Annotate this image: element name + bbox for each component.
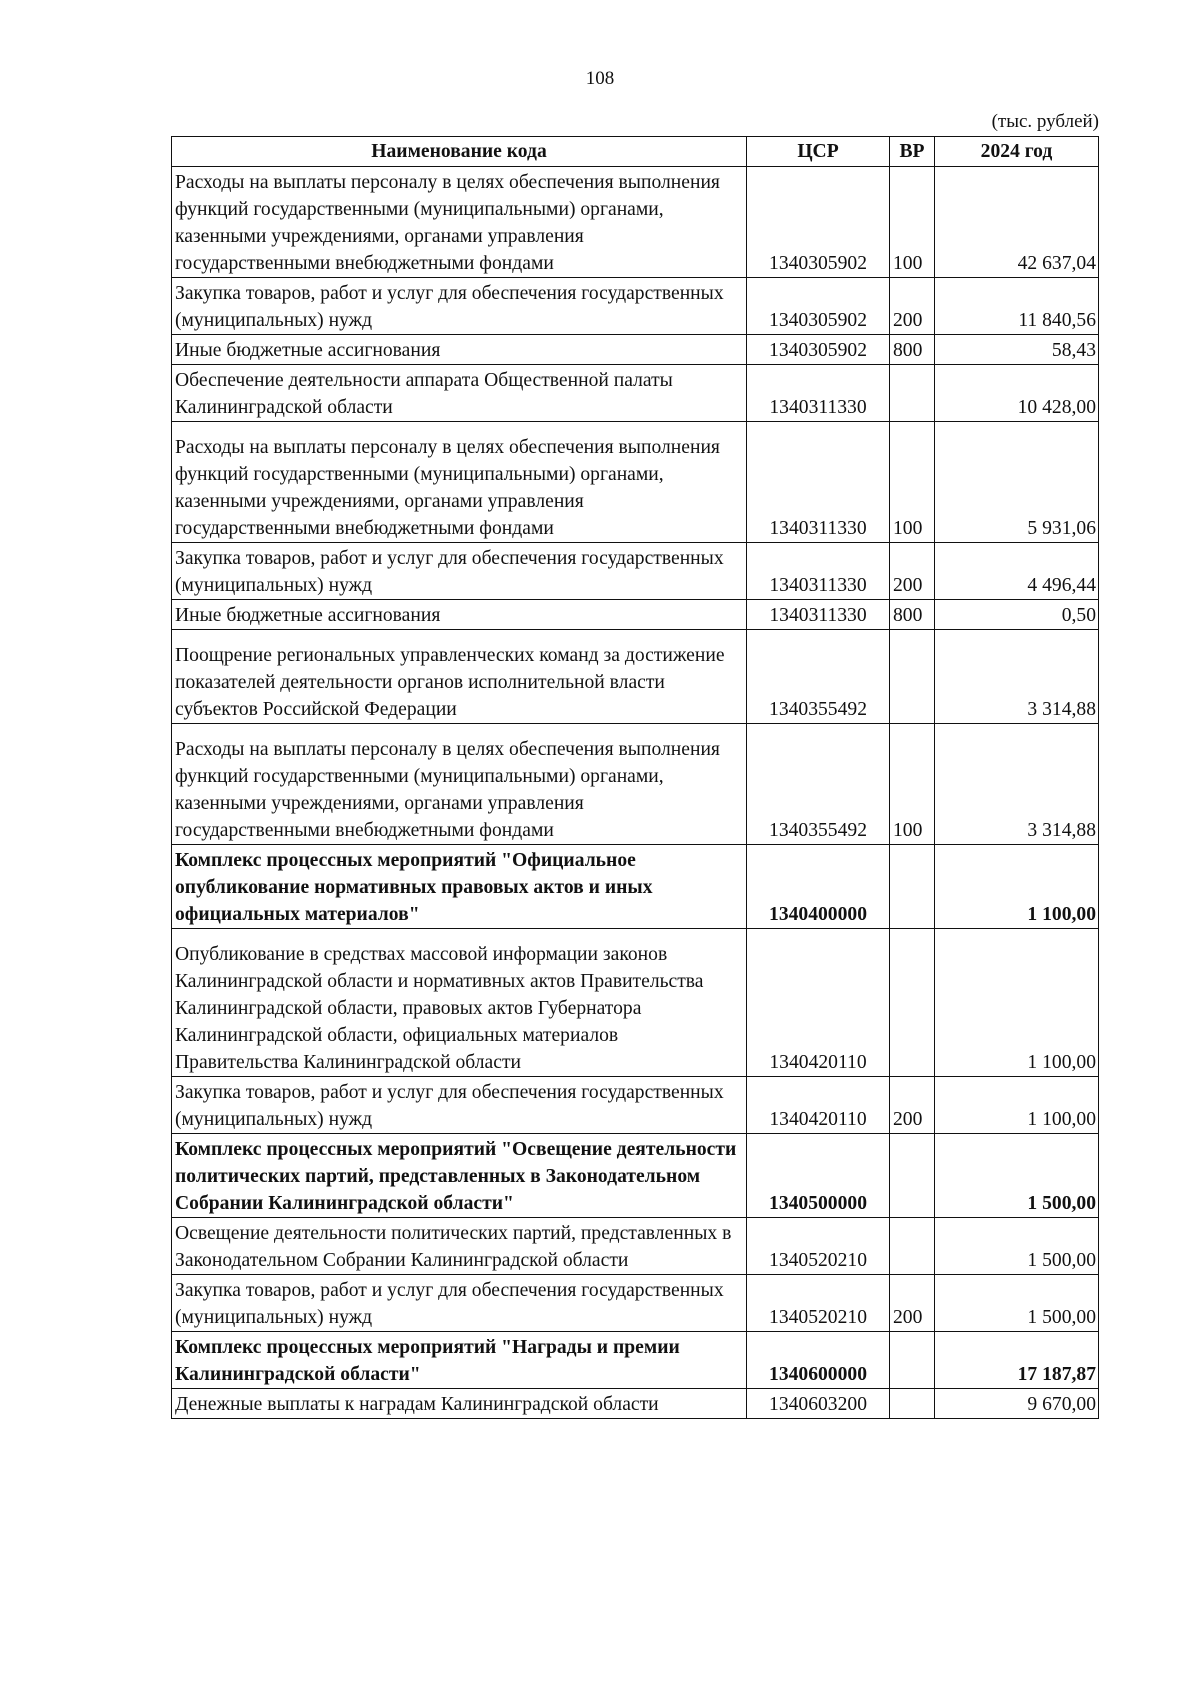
- row-vr: 100: [890, 422, 935, 543]
- row-name: Иные бюджетные ассигнования: [172, 335, 747, 365]
- table-row: [172, 1077, 1099, 1134]
- table-row: [172, 422, 1099, 543]
- budget-table: [171, 136, 1099, 1419]
- table-row: [172, 335, 1099, 365]
- row-csr: 1340311330: [747, 543, 890, 600]
- row-sum: 5 931,06: [935, 422, 1099, 543]
- row-csr: 1340400000: [747, 845, 890, 929]
- table-row: [172, 1332, 1099, 1389]
- row-csr: 1340311330: [747, 422, 890, 543]
- row-csr: 1340355492: [747, 630, 890, 724]
- row-vr: 800: [890, 335, 935, 365]
- row-name: Расходы на выплаты персоналу в целях обеспечения выполнения функций государственными (муниципальными) органами, казенными учреждениями, органами управления государственными внебюджетными фондами: [172, 724, 747, 845]
- row-sum: 4 496,44: [935, 543, 1099, 600]
- row-vr: 200: [890, 1275, 935, 1332]
- header-vr: ВР: [890, 137, 935, 167]
- row-sum: 10 428,00: [935, 365, 1099, 422]
- row-name: Поощрение региональных управленческих команд за достижение показателей деятельности органов исполнительной власти субъектов Российской Федерации: [172, 630, 747, 724]
- units-label: (тыс. рублей): [991, 111, 1099, 132]
- row-sum: 58,43: [935, 335, 1099, 365]
- row-name: Закупка товаров, работ и услуг для обеспечения государственных (муниципальных) нужд: [172, 543, 747, 600]
- row-csr: 1340305902: [747, 167, 890, 278]
- row-name: Опубликование в средствах массовой информации законов Калининградской области и нормативных актов Правительства Калининградской области, правовых актов Губернатора Калининградской области, официальных материалов Правительства Калининградской области: [172, 929, 747, 1077]
- row-sum: 42 637,04: [935, 167, 1099, 278]
- row-vr: 100: [890, 167, 935, 278]
- row-sum: 3 314,88: [935, 630, 1099, 724]
- row-csr: 1340305902: [747, 278, 890, 335]
- row-name: Комплекс процессных мероприятий "Освещение деятельности политических партий, представленных в Законодательном Собрании Калининградской области": [172, 1134, 747, 1218]
- row-sum: 1 100,00: [935, 1077, 1099, 1134]
- row-csr: 1340355492: [747, 724, 890, 845]
- row-sum: 1 100,00: [935, 929, 1099, 1077]
- row-vr: [890, 845, 935, 929]
- row-sum: 9 670,00: [935, 1389, 1099, 1419]
- table-row: [172, 543, 1099, 600]
- header-row: [172, 137, 1099, 167]
- row-sum: 11 840,56: [935, 278, 1099, 335]
- row-name: Обеспечение деятельности аппарата Общественной палаты Калининградской области: [172, 365, 747, 422]
- row-sum: 3 314,88: [935, 724, 1099, 845]
- row-name: Расходы на выплаты персоналу в целях обеспечения выполнения функций государственными (муниципальными) органами, казенными учреждениями, органами управления государственными внебюджетными фондами: [172, 167, 747, 278]
- row-csr: 1340600000: [747, 1332, 890, 1389]
- row-sum: 1 500,00: [935, 1134, 1099, 1218]
- row-sum: 1 500,00: [935, 1275, 1099, 1332]
- row-sum: 0,50: [935, 600, 1099, 630]
- table-row: [172, 929, 1099, 1077]
- row-vr: [890, 630, 935, 724]
- row-name: Освещение деятельности политических партий, представленных в Законодательном Собрании Калининградской области: [172, 1218, 747, 1275]
- row-vr: [890, 1389, 935, 1419]
- row-vr: 200: [890, 543, 935, 600]
- row-csr: 1340311330: [747, 600, 890, 630]
- row-sum: 1 100,00: [935, 845, 1099, 929]
- row-name: Расходы на выплаты персоналу в целях обеспечения выполнения функций государственными (муниципальными) органами, казенными учреждениями, органами управления государственными внебюджетными фондами: [172, 422, 747, 543]
- table-row: [172, 278, 1099, 335]
- row-vr: [890, 1332, 935, 1389]
- row-vr: [890, 365, 935, 422]
- row-csr: 1340420110: [747, 929, 890, 1077]
- row-name: Закупка товаров, работ и услуг для обеспечения государственных (муниципальных) нужд: [172, 278, 747, 335]
- table-row: [172, 365, 1099, 422]
- row-vr: [890, 1134, 935, 1218]
- header-name: Наименование кода: [172, 137, 747, 167]
- row-csr: 1340420110: [747, 1077, 890, 1134]
- row-name: Комплекс процессных мероприятий "Официальное опубликование нормативных правовых актов и иных официальных материалов": [172, 845, 747, 929]
- table-row: [172, 630, 1099, 724]
- row-csr: 1340311330: [747, 365, 890, 422]
- row-name: Комплекс процессных мероприятий "Награды и премии Калининградской области": [172, 1332, 747, 1389]
- table-row: [172, 1134, 1099, 1218]
- row-csr: 1340500000: [747, 1134, 890, 1218]
- row-csr: 1340520210: [747, 1218, 890, 1275]
- row-vr: 100: [890, 724, 935, 845]
- header-csr: ЦСР: [747, 137, 890, 167]
- row-sum: 1 500,00: [935, 1218, 1099, 1275]
- row-vr: 800: [890, 600, 935, 630]
- row-name: Денежные выплаты к наградам Калининградской области: [172, 1389, 747, 1419]
- row-vr: [890, 929, 935, 1077]
- row-vr: 200: [890, 1077, 935, 1134]
- row-name: Закупка товаров, работ и услуг для обеспечения государственных (муниципальных) нужд: [172, 1077, 747, 1134]
- row-vr: 200: [890, 278, 935, 335]
- table-row: [172, 1218, 1099, 1275]
- table-row: [172, 845, 1099, 929]
- page-number: 108: [585, 68, 615, 89]
- row-csr: 1340305902: [747, 335, 890, 365]
- table-row: [172, 600, 1099, 630]
- row-sum: 17 187,87: [935, 1332, 1099, 1389]
- row-name: Иные бюджетные ассигнования: [172, 600, 747, 630]
- table-row: [172, 167, 1099, 278]
- table-row: [172, 1389, 1099, 1419]
- row-name: Закупка товаров, работ и услуг для обеспечения государственных (муниципальных) нужд: [172, 1275, 747, 1332]
- row-vr: [890, 1218, 935, 1275]
- header-year: 2024 год: [935, 137, 1099, 167]
- row-csr: 1340603200: [747, 1389, 890, 1419]
- table-row: [172, 1275, 1099, 1332]
- row-csr: 1340520210: [747, 1275, 890, 1332]
- table-row: [172, 724, 1099, 845]
